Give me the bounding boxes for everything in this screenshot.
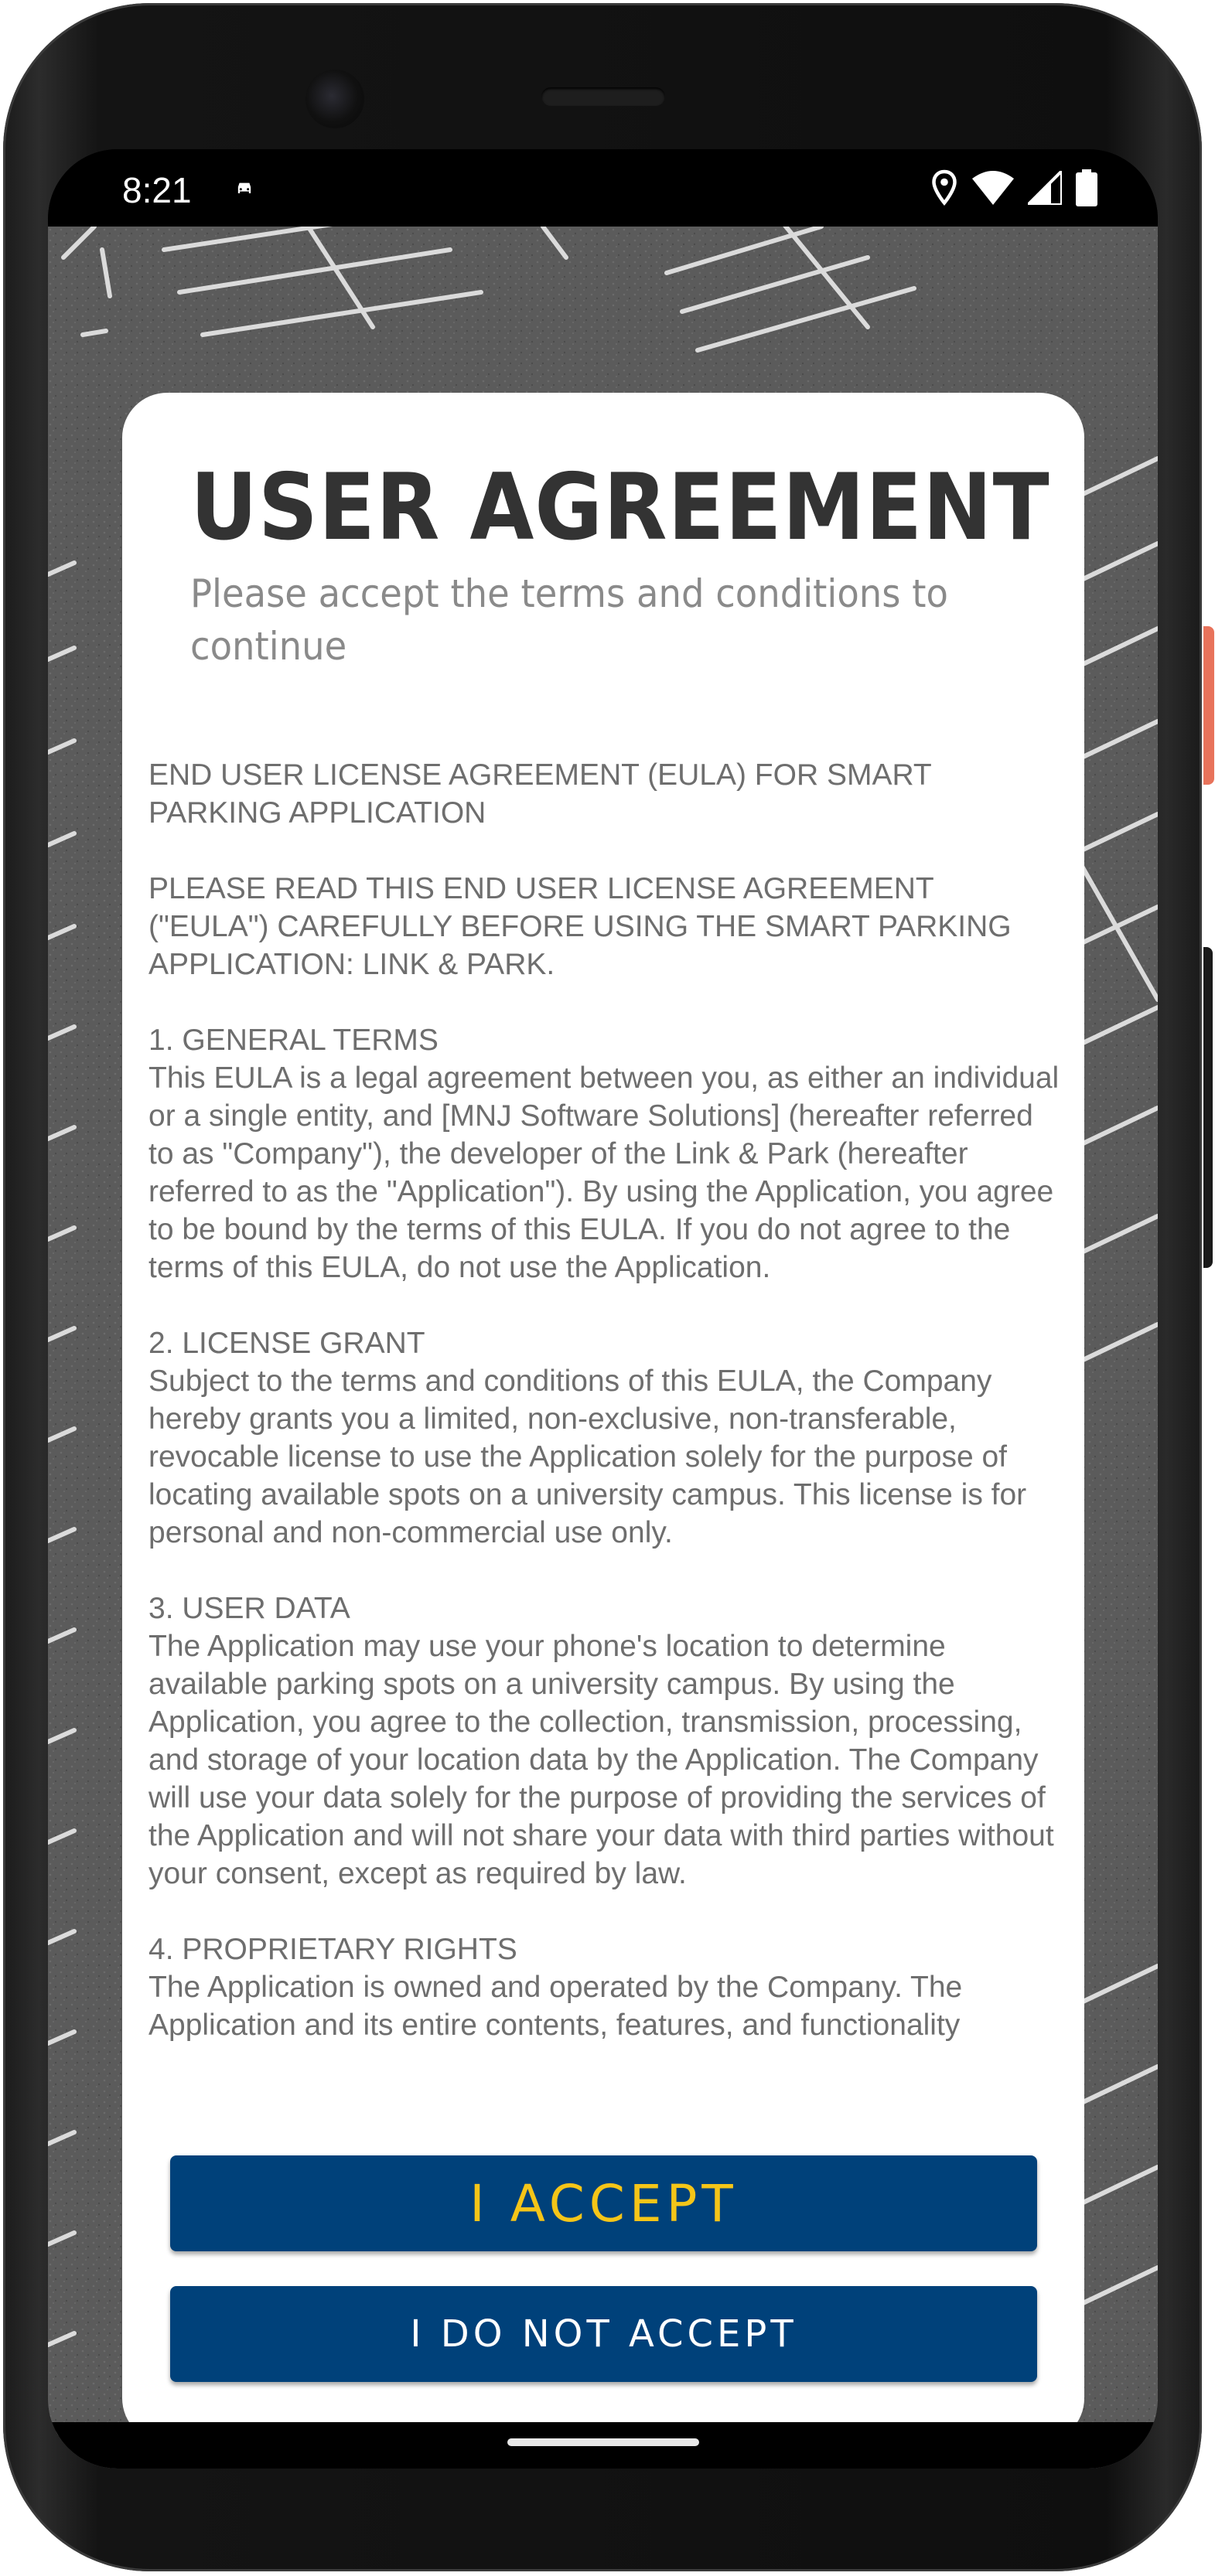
eula-paragraph: PLEASE READ THIS END USER LICENSE AGREEMENT ("EULA") CAREFULLY BEFORE USING THE SMART PARKING APPLICATION: LINK & PARK. (148, 872, 1012, 981)
status-bar (48, 149, 1158, 227)
parking-lot-background (48, 227, 1158, 2469)
wifi-icon (972, 171, 1014, 205)
eula-paragraph: 1. GENERAL TERMS This EULA is a legal agreement between you, as either an individual or a single entity, and [MNJ Software Solutions] (hereafter referred to as "Company"), the developer of the Link & Park (hereafter referred to as the "Application"). By using the Application, you agree to be bound by the terms of this EULA. If you do not agree to the terms of this EULA, do not use the Application. (148, 1024, 1060, 1284)
car-icon (234, 177, 255, 199)
proximity-sensor (391, 68, 420, 130)
eula-paragraph: END USER LICENSE AGREEMENT (EULA) FOR SMART PARKING APPLICATION (148, 758, 932, 830)
location-icon (930, 169, 958, 206)
power-button (1203, 626, 1214, 785)
eula-paragraph: 3. USER DATA The Application may use your phone's location to determine available parking spots on a university campus. By using the Application, you agree to the collection, transmission, processing, and storage of your location data by the Application. The Company will use your data solely for the purpose of providing the services of the Application and will not share your data with third parties without your consent, except as required by law. (148, 1592, 1054, 1890)
screen (48, 149, 1158, 2469)
signal-icon (1028, 171, 1062, 205)
navigation-bar (48, 2422, 1158, 2469)
user-agreement-dialog (122, 393, 1084, 2443)
front-camera (305, 70, 364, 128)
battery-icon (1076, 169, 1097, 206)
status-icons (930, 168, 1097, 208)
dialog-subtitle: Please accept the terms and conditions to continue (190, 571, 948, 669)
accept-button[interactable]: I ACCEPT (170, 2155, 1037, 2251)
eula-text-scroll[interactable] (148, 756, 1061, 2100)
decline-button[interactable]: I DO NOT ACCEPT (170, 2286, 1037, 2382)
volume-button (1203, 947, 1213, 1268)
eula-paragraph: 4. PROPRIETARY RIGHTS The Application is owned and operated by the Company. The Application and its entire contents, features, and functionality (148, 1933, 963, 2042)
dialog-title: USER AGREEMENT (190, 455, 1050, 561)
home-gesture-bar[interactable] (507, 2438, 699, 2446)
eula-paragraph: 2. LICENSE GRANT Subject to the terms and conditions of this EULA, the Company hereby grants you a limited, non-exclusive, non-transferable, revocable license to use the Application solely for the purpose of locating available spots on a university campus. This license is for personal and non-commercial use only. (148, 1327, 1027, 1549)
earpiece-speaker (541, 87, 665, 106)
status-time: 8:21 (122, 170, 192, 210)
